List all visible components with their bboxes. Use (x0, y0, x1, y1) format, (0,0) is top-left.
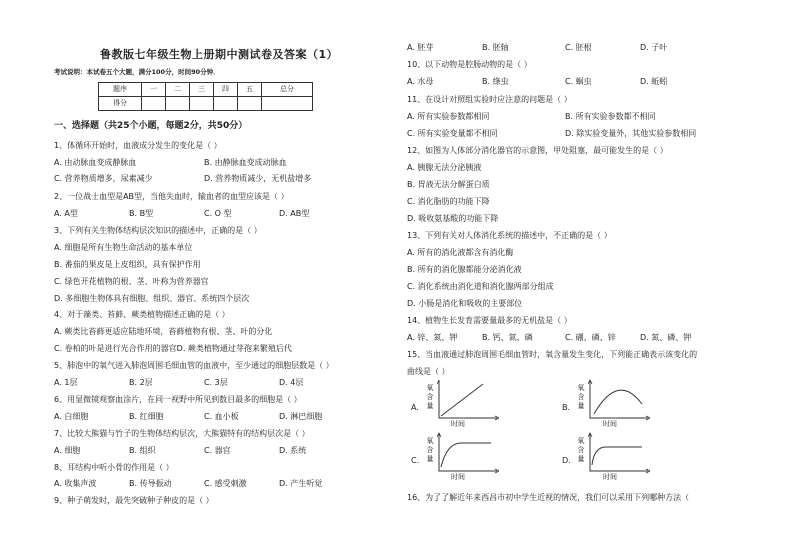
question-text: 16、为了了解近年来西昌市初中学生近视的情况，我们可以采用下列哪种方法（ (407, 493, 690, 502)
graph-x-label: 时间 (451, 473, 465, 481)
curve-line (594, 390, 642, 414)
curve-line (441, 384, 483, 416)
answer-option: B. 所有实验参数都不相同 (565, 112, 656, 121)
answer-option: C. 消化系统由消化道和消化腺两部分组成 (407, 282, 554, 291)
answer-option: D. 淋巴细胞 (279, 412, 323, 421)
question-text: 10、以下动物是腔肠动物的是（ ） (407, 60, 532, 69)
question-text: 5、肺泡中的氧气进入肺泡周围毛细血管的血液中，至少通过的细胞层数是（ ） (54, 361, 334, 370)
answer-option: A. 所有的消化液都含有消化酶 (407, 248, 514, 257)
graph-x-label: 时间 (451, 420, 465, 428)
score-cell: 四 (214, 83, 238, 97)
graph-option-label: C. (411, 456, 420, 465)
question-text: 6、用显微镜观察血涂片，在同一视野中所见到数目最多的细胞是（ ） (54, 395, 302, 404)
graph-c (437, 431, 499, 475)
answer-option: A. 细胞 (54, 446, 81, 455)
page-title: 鲁教版七年级生物上册期中测试卷及答案（1） (100, 48, 339, 61)
score-table-score-row (99, 97, 313, 111)
graph-y-label: 氧 含 量 (577, 384, 585, 410)
answer-option: D. AB型 (279, 209, 310, 218)
graph-a (437, 378, 499, 422)
answer-option: D. 小肠是消化和吸收的主要部位 (407, 299, 523, 308)
answer-option: D. 氮、磷、钾 (640, 333, 692, 342)
answer-option: A. 胰腺无法分泌胰液 (407, 163, 482, 172)
score-table (98, 82, 313, 111)
answer-option: B. 2层 (129, 378, 153, 387)
answer-option: C. 器官 (204, 446, 231, 455)
answer-option: A. 细胞是所有生物生命活动的基本单位 (54, 243, 193, 252)
answer-option: B. 番茄的果皮是上皮组织，具有保护作用 (54, 260, 201, 269)
question-text: 1、体循环开始时，血液成分发生的变化是（ ） (54, 141, 222, 150)
answer-option: A. 胚芽 (407, 43, 434, 52)
question-text: 7、比较大熊猫与竹子的生物体结构层次，大熊猫特有的结构层次是（ ） (54, 429, 310, 438)
answer-option: A. 1层 (54, 378, 78, 387)
answer-option: C. 3层 (204, 378, 228, 387)
answer-option: D. 蚯蚓 (640, 77, 668, 86)
answer-option: C. 硼、磷、锌 (565, 333, 616, 342)
curve-line (592, 447, 642, 465)
score-cell (166, 97, 190, 111)
answer-option: B. 组织 (129, 446, 156, 455)
answer-option: A. 收集声波 (54, 479, 97, 488)
answer-option: A. 水母 (407, 77, 434, 86)
score-cell: 得分 (99, 97, 142, 111)
answer-option: D. 多细胞生物体具有细胞、组织、器官、系统四个层次 (54, 294, 250, 303)
graph-b (588, 378, 650, 422)
question-text: 曲线是（ ） (407, 367, 450, 376)
curve-line (441, 443, 491, 467)
answer-option: A. 白细胞 (54, 412, 89, 421)
answer-option: C. 所有实验变量都不相同 (407, 129, 498, 138)
score-cell (142, 97, 166, 111)
answer-option: A. 由动脉血变成静脉血 (54, 158, 137, 167)
answer-option: D. 产生听觉 (279, 479, 323, 488)
score-cell (190, 97, 214, 111)
graph-option-label: A. (411, 403, 419, 412)
score-cell (262, 97, 313, 111)
section-heading: 一、选择题（共25个小题，每题2分，共50分） (54, 121, 248, 131)
answer-option: B. B型 (129, 209, 154, 218)
answer-option: B. 钙、氮、磷 (482, 333, 533, 342)
answer-option: C. 卷柏的叶是进行光合作用的器官D. 蕨类植物通过芽孢来繁殖后代 (54, 344, 292, 353)
exam-instructions: 考试说明：本试卷五个大题，满分100分，时间90分钟． (54, 68, 220, 76)
answer-option: C. 营养物质增多，尿素减少 (54, 174, 153, 183)
answer-option: C. 胚根 (565, 43, 592, 52)
answer-option: A. 所有实验参数都相同 (407, 112, 490, 121)
question-text: 15、当血液通过肺泡周围毛细血管时，氧含量发生变化，下列能正确表示该变化的 (407, 350, 698, 359)
answer-option: B. 绦虫 (482, 77, 509, 86)
question-text: 14、植物生长发育需要量最多的无机盐是（ ） (407, 316, 572, 325)
score-cell: 三 (190, 83, 214, 97)
score-table-header-row (99, 83, 313, 97)
answer-option: C. 消化脂肪的功能下降 (407, 197, 490, 206)
answer-option: D. 4层 (279, 378, 304, 387)
answer-option: C. 绿色开花植物的根、茎、叶称为营养器官 (54, 277, 209, 286)
answer-option: C. 蛔虫 (565, 77, 592, 86)
answer-option: A. A型 (54, 209, 78, 218)
question-text: 9、种子萌发时，最先突破种子种皮的是（ ） (54, 496, 214, 505)
question-text: 4、对于藻类、苔藓、蕨类植物描述正确的是（ ） (54, 310, 230, 319)
answer-option: D. 子叶 (640, 43, 668, 52)
question-text: 3、下列有关生物体结构层次知识的描述中，正确的是（ ） (54, 226, 262, 235)
answer-option: C. O 型 (204, 209, 232, 218)
graph-y-label: 氧 含 量 (577, 437, 585, 463)
answer-option: B. 所有的消化腺都能分泌消化液 (407, 265, 522, 274)
graph-y-label: 氧 含 量 (426, 384, 434, 410)
answer-option: B. 由静脉血变成动脉血 (204, 158, 287, 167)
answer-option: D. 吸收氨基酸的功能下降 (407, 214, 499, 223)
question-text: 2、一位战士血型是AB型，当他失血时，输血者的血型应该是（ ） (54, 192, 289, 201)
graph-option-label: B. (562, 403, 571, 412)
question-text: 8、耳结构中听小骨的作用是（ ） (54, 463, 174, 472)
graph-option-label: D. (562, 456, 571, 465)
question-text: 11、在设计对照组实验时应注意的问题是（ ） (407, 95, 572, 104)
question-text: 13、下列有关对人体消化系统的描述中，不正确的是（ ） (407, 231, 612, 240)
score-cell (238, 97, 262, 111)
graph-x-label: 时间 (603, 420, 617, 428)
score-cell: 一 (142, 83, 166, 97)
score-cell: 五 (238, 83, 262, 97)
answer-option: B. 胚轴 (482, 43, 509, 52)
answer-option: D. 系统 (279, 446, 307, 455)
graph-d (588, 431, 650, 475)
graph-x-label: 时间 (603, 473, 617, 481)
answer-option: A. 蕨类比苔藓更适应陆地环境，苔藓植物有根、茎、叶的分化 (54, 327, 273, 336)
score-cell: 题序 (99, 83, 142, 97)
answer-option: C. 血小板 (204, 412, 239, 421)
answer-option: D. 营养物质减少，无机盐增多 (204, 174, 312, 183)
answer-option: A. 锌、氮、钾 (407, 333, 458, 342)
graph-y-label: 氧 含 量 (426, 437, 434, 463)
score-cell: 二 (166, 83, 190, 97)
answer-option: B. 传导振动 (129, 479, 172, 488)
answer-option: B. 胃液无法分解蛋白质 (407, 180, 490, 189)
right-column (407, 0, 747, 550)
score-cell: 总分 (262, 83, 313, 97)
answer-option: D. 除实验变量外，其他实验参数相同 (565, 129, 697, 138)
score-cell (214, 97, 238, 111)
question-text: 12、如图为人体部分消化器官的示意图，甲处阻塞，最可能发生的是（ ） (407, 146, 668, 155)
left-column (54, 0, 394, 550)
answer-option: B. 红细胞 (129, 412, 164, 421)
answer-option: C. 感受刺激 (204, 479, 247, 488)
